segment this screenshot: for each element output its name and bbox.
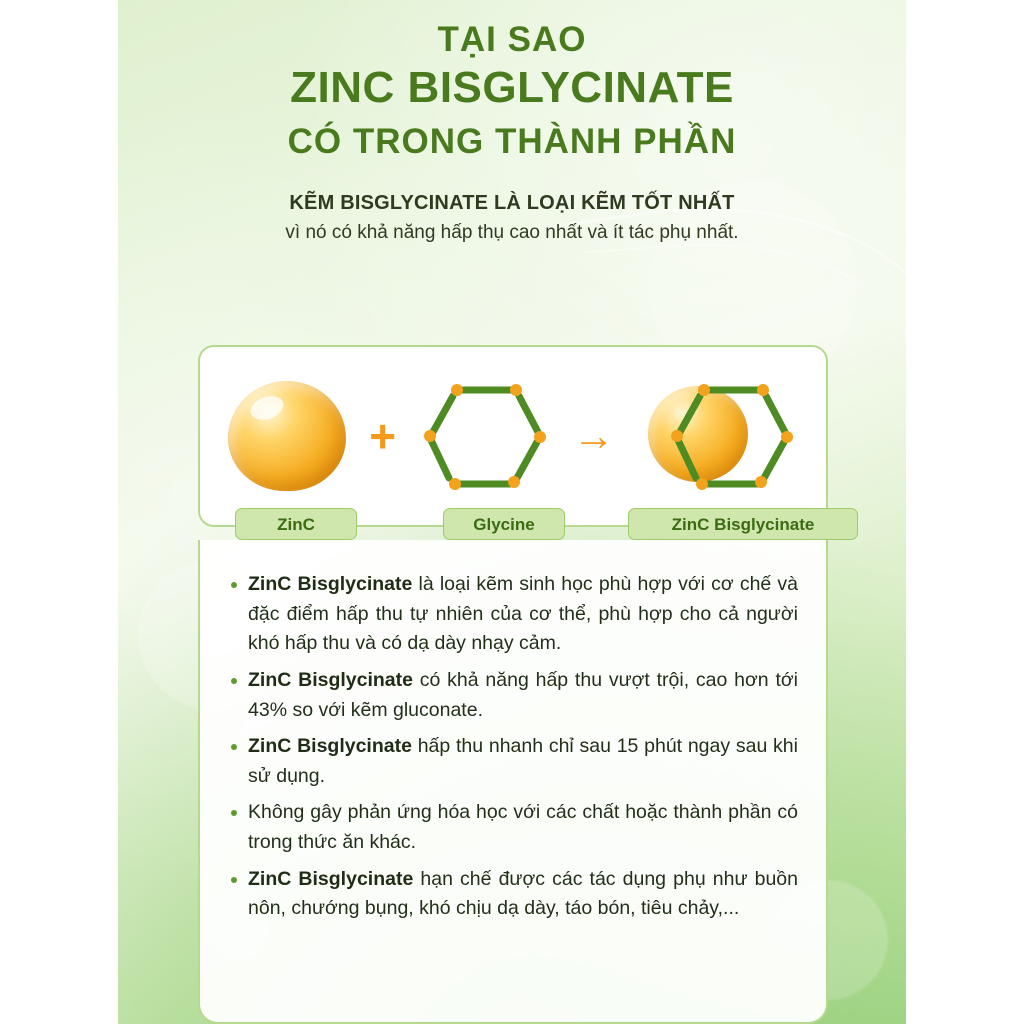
- list-item: [228, 798, 798, 857]
- list-item-text: hấp thu nhanh chỉ sau 15 phút ngay sau khi sử dụng.: [248, 735, 798, 787]
- list-item-text: Không gây phản ứng hóa học với các chất hoặc thành phần có trong thức ăn khác.: [248, 801, 798, 853]
- list-item-text: hạn chế được các tác dụng phụ như buồn nôn, chướng bụng, khó chịu dạ dày, táo bón, tiêu chảy,...: [248, 867, 798, 920]
- subheading-title: KẼM BISGLYCINATE LÀ LOẠI KẼM TỐT NHẤT: [289, 192, 735, 214]
- list-item-lead: ZinC Bisglycinate: [248, 573, 413, 595]
- headline-line-3: CÓ TRONG THÀNH PHẦN: [287, 122, 737, 162]
- subheading-text: vì nó có khả năng hấp thụ cao nhất và ít tác phụ nhất.: [285, 222, 739, 243]
- list-item: [228, 666, 798, 725]
- label-zinc-bisglycinate: ZinC Bisglycinate: [628, 508, 858, 540]
- label-zinc: ZinC: [235, 508, 357, 540]
- headline-line-2: ZINC BISGLYCINATE: [290, 63, 734, 113]
- list-item: [228, 570, 798, 659]
- plus-icon: +: [369, 410, 397, 462]
- zinc-bisglycinate-icon: [638, 372, 798, 500]
- green-panel: [118, 0, 906, 1024]
- headline-block: [118, 20, 906, 163]
- benefits-card: [198, 540, 828, 1024]
- headline-line-1: TẠI SAO: [437, 20, 587, 59]
- arrow-icon: →: [572, 412, 615, 459]
- glycine-hexagon-icon: [419, 372, 549, 500]
- reaction-labels: [198, 508, 858, 542]
- list-item: [228, 865, 798, 924]
- benefits-list: [228, 570, 798, 924]
- list-item-text: là loại kẽm sinh học phù hợp với cơ chế và đặc điểm hấp thu tự nhiên của cơ thể, phù hợp cho cả người khó hấp thu và có dạ dày nhạy cảm.: [248, 573, 798, 655]
- list-item-lead: ZinC Bisglycinate: [248, 867, 414, 890]
- reaction-diagram-card: [198, 345, 828, 527]
- label-glycine: Glycine: [443, 508, 565, 540]
- zinc-droplet-icon: [228, 381, 346, 491]
- list-item-text: có khả năng hấp thu vượt trội, cao hơn tới 43% so với kẽm gluconate.: [248, 668, 798, 721]
- list-item: [228, 732, 798, 791]
- list-item-lead: ZinC Bisglycinate: [248, 735, 412, 758]
- subheading-block: [218, 192, 806, 246]
- list-item-lead: ZinC Bisglycinate: [248, 668, 413, 691]
